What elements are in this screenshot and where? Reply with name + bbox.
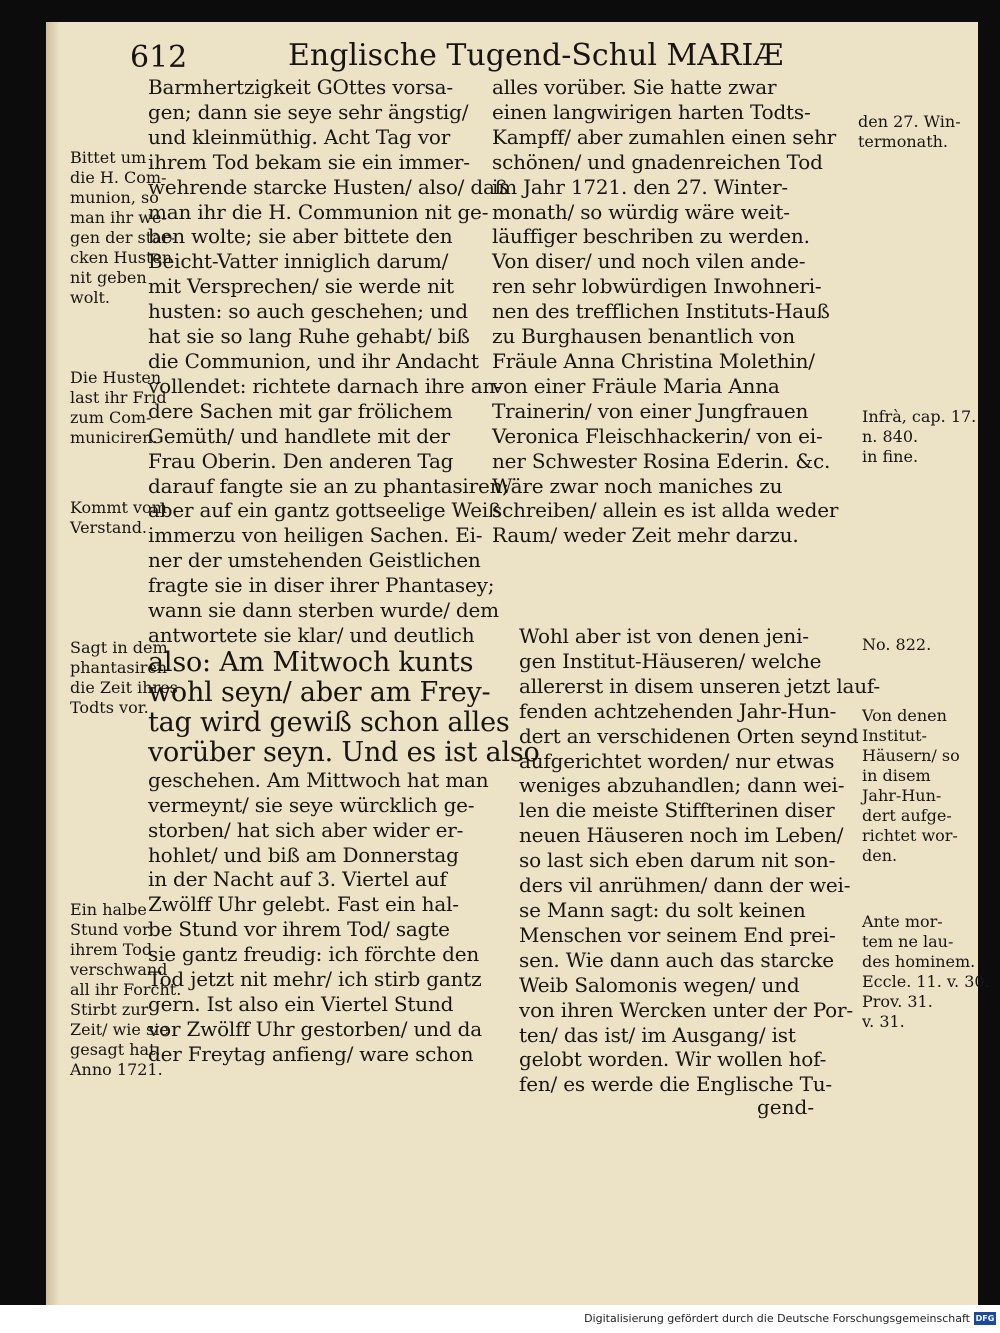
text-column-right-bottom — [519, 624, 880, 1097]
text-line: municiren. — [70, 428, 158, 447]
text-line: gen der star- — [70, 228, 175, 247]
text-line: Trainerin/ von einer Jungfrauen — [492, 398, 809, 423]
text-line: so last sich eben darum nit son- — [519, 848, 836, 873]
text-line: zu Burghausen benantlich von — [492, 324, 795, 349]
text-line: den 27. Win- — [858, 112, 961, 131]
text-line: v. 31. — [862, 1012, 905, 1031]
text-line: tag wird gewiß schon alles — [148, 706, 510, 738]
text-line: sie gantz freudig: ich förchte den — [148, 942, 480, 967]
text-line: Fräule Anna Christina Molethin/ — [492, 348, 815, 373]
text-line: ders vil anrühmen/ dann der wei- — [519, 873, 851, 898]
text-line: Bittet um — [70, 148, 147, 167]
text-line: wohl seyn/ aber am Frey- — [148, 676, 491, 708]
text-column-right-top — [492, 75, 839, 548]
margin-note-right-4 — [862, 706, 960, 866]
text-line: der Freytag anfieng/ ware schon — [148, 1041, 474, 1066]
text-line: Raum/ weder Zeit mehr darzu. — [492, 523, 799, 548]
text-line: Kommt vom — [70, 498, 167, 517]
margin-note-right-3 — [862, 635, 931, 655]
text-line: neuen Häuseren noch im Leben/ — [519, 823, 844, 848]
text-line: im Jahr 1721. den 27. Winter- — [492, 174, 788, 199]
catchword: gend- — [757, 1095, 815, 1119]
running-title: Englische Tugend-Schul MARIÆ — [288, 38, 784, 73]
text-line: vollendet: richtete darnach ihre an- — [148, 373, 502, 398]
text-line: antwortete sie klar/ und deutlich — [148, 622, 475, 647]
margin-note-left-2 — [70, 368, 167, 448]
text-line: die H. Com- — [70, 168, 167, 187]
text-line: wolt. — [70, 288, 110, 307]
text-line: n. 840. — [862, 427, 919, 446]
text-line: gern. Ist also ein Viertel Stund — [148, 992, 454, 1016]
text-line: des hominem. — [862, 952, 976, 971]
text-line: allererst in disem unseren jetzt lauf- — [519, 673, 880, 698]
text-line: Eccle. 11. v. 30. — [862, 972, 990, 991]
text-line: No. 822. — [862, 635, 932, 654]
page-number: 612 — [130, 40, 188, 75]
text-line: Veronica Fleischhackerin/ von ei- — [492, 423, 823, 448]
text-line: vor Zwölff Uhr gestorben/ und da — [148, 1016, 482, 1041]
text-line: zum Com- — [70, 408, 152, 427]
text-line: und kleinmüthig. Acht Tag vor — [148, 124, 451, 149]
text-line: verschwand — [70, 960, 168, 979]
text-line: Von denen — [862, 706, 947, 725]
margin-note-right-5 — [862, 912, 990, 1032]
margin-note-left-5 — [70, 900, 181, 1080]
text-line: be Stund vor ihrem Tod/ sagte — [148, 917, 450, 942]
text-line: Zeit/ wie sie — [70, 1020, 169, 1039]
text-line: Tod jetzt nit mehr/ ich stirb gantz — [148, 967, 482, 992]
text-line: vermeynt/ sie seye würcklich ge- — [148, 792, 475, 817]
text-line: cken Husten — [70, 248, 173, 267]
text-line: Prov. 31. — [862, 992, 933, 1011]
text-line: die Zeit ihres — [70, 678, 178, 697]
text-line: Die Husten — [70, 368, 162, 387]
text-line: dert an verschidenen Orten seynd — [519, 723, 859, 748]
text-line: Von diser/ und noch vilen ande- — [492, 249, 806, 274]
text-line: all ihr Forcht. — [70, 980, 182, 999]
text-line: einen langwirigen harten Todts- — [492, 99, 811, 124]
margin-note-left-1 — [70, 148, 175, 308]
text-line: hohlet/ und biß am Donnerstag — [148, 842, 459, 867]
text-line: nen des trefflichen Instituts-Hauß — [492, 299, 830, 324]
text-line: husten: so auch geschehen; und — [148, 299, 468, 324]
text-line: von ihren Wercken unter der Por- — [519, 997, 853, 1022]
text-line: gesagt hat. — [70, 1040, 161, 1059]
margin-note-right-1 — [858, 112, 961, 152]
text-line: Kampff/ aber zumahlen einen sehr — [492, 124, 837, 149]
text-line: ihrem Tod — [70, 940, 153, 959]
text-line: aber auf ein gantz gottseelige Weiß — [148, 498, 502, 523]
margin-note-left-3 — [70, 498, 167, 538]
text-line: die Communion, und ihr Andacht — [148, 348, 479, 373]
text-line: wann sie dann sterben wurde/ dem — [148, 598, 499, 623]
text-line: alles vorüber. Sie hatte zwar — [492, 75, 777, 99]
text-line: phantasiren — [70, 658, 168, 677]
dfg-logo: DFG — [975, 1314, 995, 1323]
margin-note-right-2 — [862, 407, 976, 467]
text-line: vorüber seyn. Und es ist also — [148, 736, 540, 768]
text-line: gen; dann sie seye sehr ängstig/ — [148, 99, 469, 124]
text-line: darauf fangte sie an zu phantasiren; — [148, 473, 509, 498]
text-line: nit geben — [70, 268, 147, 287]
page-gutter-shadow — [46, 22, 60, 1305]
text-line: dere Sachen mit gar frölichem — [148, 398, 453, 423]
text-line: sen. Wie dann auch das starcke — [519, 947, 834, 972]
text-line: Sagt in dem — [70, 638, 168, 657]
text-line: Stirbt zur — [70, 1000, 149, 1019]
text-line: immerzu von heiligen Sachen. Ei- — [148, 523, 483, 548]
text-line: schreiben/ allein es ist allda weder — [492, 498, 839, 523]
text-line: dert aufge- — [862, 806, 952, 825]
text-line: storben/ hat sich aber wider er- — [148, 817, 464, 842]
text-line: man ihr we- — [70, 208, 167, 227]
text-line: Beicht-Vatter inniglich darum/ — [148, 249, 449, 274]
text-line: last ihr Frid — [70, 388, 167, 407]
text-line: Wohl aber ist von denen jeni- — [519, 624, 809, 648]
text-line: se Mann sagt: du solt keinen — [519, 897, 806, 922]
text-line: Häusern/ so — [862, 746, 960, 765]
text-line: wehrende starcke Husten/ also/ daß — [148, 174, 508, 199]
text-line: monath/ so würdig wäre weit- — [492, 199, 790, 224]
text-line: ben wolte; sie aber bittete den — [148, 224, 453, 249]
text-line: Todts vor. — [70, 698, 149, 717]
margin-note-left-4 — [70, 638, 178, 718]
text-line: fenden achtzehenden Jahr-Hun- — [519, 698, 837, 723]
text-line: von einer Fräule Maria Anna — [492, 373, 780, 398]
text-line: gen Institut-Häuseren/ welche — [519, 648, 822, 673]
text-line: Menschen vor seinem End prei- — [519, 922, 836, 947]
text-line: tem ne lau- — [862, 932, 954, 951]
text-line: in fine. — [862, 447, 919, 466]
text-line: mit Versprechen/ sie werde nit — [148, 274, 454, 299]
text-line: munion, so — [70, 188, 159, 207]
text-line: hat sie so lang Ruhe gehabt/ biß — [148, 324, 470, 349]
text-line: aufgerichtet worden/ nur etwas — [519, 748, 835, 773]
text-line: ten/ das ist/ im Ausgang/ ist — [519, 1022, 796, 1047]
text-line: man ihr die H. Communion nit ge- — [148, 199, 489, 224]
text-line: Ein halbe — [70, 900, 147, 919]
text-line: ner der umstehenden Geistlichen — [148, 548, 481, 573]
digitization-footer — [0, 1305, 1000, 1333]
text-column-left — [148, 75, 540, 1067]
text-line: Institut- — [862, 726, 927, 745]
text-line: ihrem Tod bekam sie ein immer- — [148, 149, 470, 174]
text-line: fen/ es werde die Englische Tu- — [519, 1072, 832, 1097]
text-line: läuffiger beschriben zu werden. — [492, 224, 810, 249]
text-line: fragte sie in diser ihrer Phantasey; — [148, 573, 495, 598]
text-line: Jahr-Hun- — [862, 786, 942, 805]
text-line: len die meiste Stiffterinen diser — [519, 798, 835, 823]
text-line: weniges abzuhandlen; dann wei- — [519, 773, 845, 798]
text-line: ren sehr lobwürdigen Inwohneri- — [492, 274, 822, 299]
text-line: Stund vor — [70, 920, 150, 939]
text-line: Anno 1721. — [70, 1060, 163, 1079]
text-line: gelobt worden. Wir wollen hof- — [519, 1047, 827, 1072]
text-line: Ante mor- — [862, 912, 943, 931]
text-line: Weib Salomonis wegen/ und — [519, 972, 800, 997]
text-line: Barmhertzigkeit GOttes vorsa- — [148, 75, 453, 99]
text-line: den. — [862, 846, 898, 865]
text-line: Infrà, cap. 17. — [862, 407, 977, 426]
footer-credit: Digitalisierung gefördert durch die Deutsche Forschungsgemeinschaft — [584, 1312, 970, 1325]
text-line: in der Nacht auf 3. Viertel auf — [148, 867, 447, 892]
text-line: geschehen. Am Mittwoch hat man — [148, 767, 489, 792]
text-line: termonath. — [858, 132, 949, 151]
text-line: Zwölff Uhr gelebt. Fast ein hal- — [148, 892, 459, 917]
text-line: schönen/ und gnadenreichen Tod — [492, 149, 823, 174]
text-line: also: Am Mitwoch kunts — [148, 646, 474, 678]
text-line: in disem — [862, 766, 931, 785]
text-line: Gemüth/ und handlete mit der — [148, 423, 450, 448]
text-line: Wäre zwar noch maniches zu — [492, 473, 783, 498]
text-line: ner Schwester Rosina Ederin. &c. — [492, 448, 831, 473]
text-line: richtet wor- — [862, 826, 958, 845]
text-line: Frau Oberin. Den anderen Tag — [148, 448, 454, 473]
text-line: Verstand. — [70, 518, 148, 537]
